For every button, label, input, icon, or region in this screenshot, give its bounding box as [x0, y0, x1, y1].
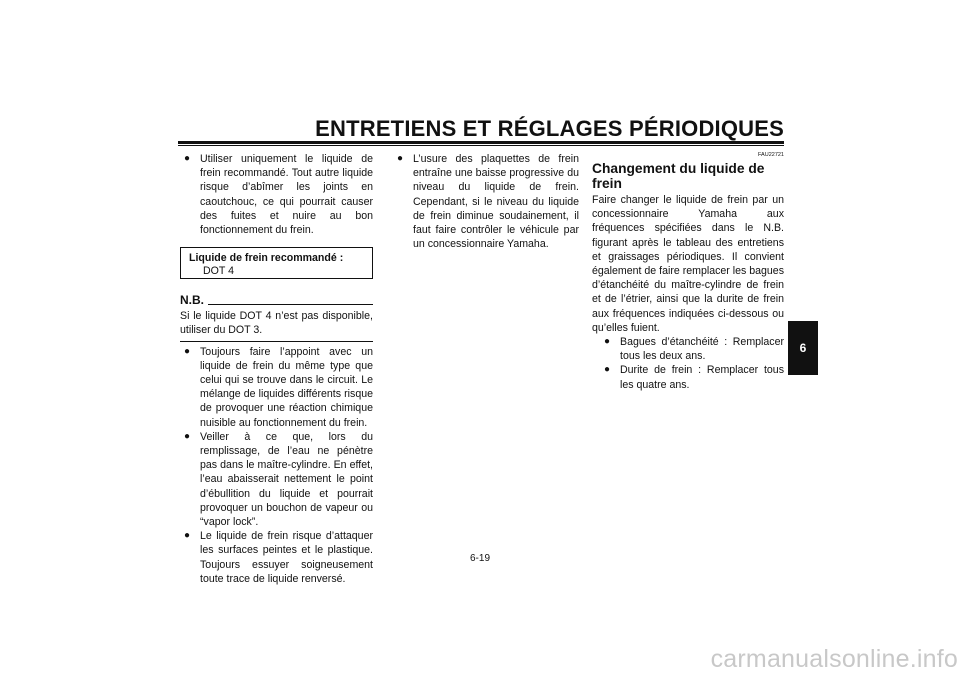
recommended-fluid-box	[180, 247, 373, 279]
page-header-title: ENTRETIENS ET RÉGLAGES PÉRIODIQUES	[315, 116, 784, 141]
recommended-fluid-label: Liquide de frein recommandé :	[189, 252, 344, 265]
bullet-icon: ●	[184, 530, 191, 542]
column-middle	[393, 152, 579, 251]
note-end-rule	[180, 341, 373, 342]
bullet-icon: ●	[604, 336, 611, 348]
section-paragraph: Faire changer le liquide de frein par un concessionnaire Yamaha aux fréquences spécifiées dans le N.B. figurant après le tableau des entretiens et graissages périodiques. Il convient également de faire remplacer les bagues d’étanchéité du maître-cylindre de frein et de l’étrier, ainsi que la durite de frein aux fréquences indiquées ci-dessous ou qu’elles fuient.	[592, 194, 784, 334]
column-right	[592, 152, 784, 392]
list-item-text: Utiliser uniquement le liquide de frein recommandé. Tout autre liquide risque d’abîmer les joints en caoutchouc, ce qui pourrait causer des fuites et nuire au bon fonctionnement du frein.	[200, 153, 373, 237]
header-rule-thin	[178, 145, 784, 146]
section-title: Changement du liquide de frein	[592, 161, 765, 191]
chapter-tab: 6	[788, 321, 818, 375]
page-number: 6-19	[469, 553, 490, 564]
recommended-fluid-value: DOT 4	[203, 265, 235, 278]
bullet-icon: ●	[184, 430, 191, 442]
list-item-text: Le liquide de frein risque d’attaquer les surfaces peintes et le plastique. Toujours essuyer soigneusement toute trace de liquide renversé.	[200, 530, 373, 585]
list-item	[180, 529, 373, 586]
bullet-icon: ●	[397, 153, 404, 164]
list-item-text: Bagues d’étanchéité : Remplacer tous les deux ans.	[620, 336, 784, 363]
list-item	[180, 430, 373, 529]
note-text: Si le liquide DOT 4 n’est pas disponible, utiliser du DOT 3.	[180, 310, 373, 337]
bullet-icon: ●	[604, 364, 611, 376]
note-heading	[180, 293, 373, 307]
list-item	[600, 363, 784, 391]
watermark-text: carmanualsonline.info	[710, 645, 958, 673]
bullet-icon: ●	[184, 345, 191, 357]
list-item	[180, 345, 373, 430]
header-rule	[178, 141, 784, 144]
list-item-text: Durite de frein : Remplacer tous les quatre ans.	[620, 364, 784, 391]
document-code: FAU22721	[758, 152, 784, 158]
note-label: N.B.	[180, 293, 204, 308]
column-left	[180, 152, 373, 586]
list-item-text: L’usure des plaquettes de frein entraîne une baisse progressive du niveau du liquide de frein. Cependant, si le niveau du liquide de frein diminue soudainement, il faut faire contrôler le véhicule par un concessionnaire Yamaha.	[413, 153, 579, 251]
bullet-icon: ●	[184, 153, 191, 164]
list-item	[393, 152, 579, 251]
list-item-text: Veiller à ce que, lors du remplissage, de l’eau ne pénètre pas dans le maître-cylindre. En effet, l’eau abaisserait nettement le point d’ébullition du liquide et pourrait provoquer un bouchon de vapeur ou “vapor lock”.	[200, 430, 373, 529]
list-item	[180, 152, 373, 237]
list-item-text: Toujours faire l’appoint avec un liquide de frein du même type que celui qui se trouve dans le circuit. Le mélange de liquides différents risque de provoquer une réaction chimique nuisible au fonctionnement du frein.	[200, 345, 373, 429]
list-item	[600, 335, 784, 363]
note-rule	[208, 304, 373, 305]
